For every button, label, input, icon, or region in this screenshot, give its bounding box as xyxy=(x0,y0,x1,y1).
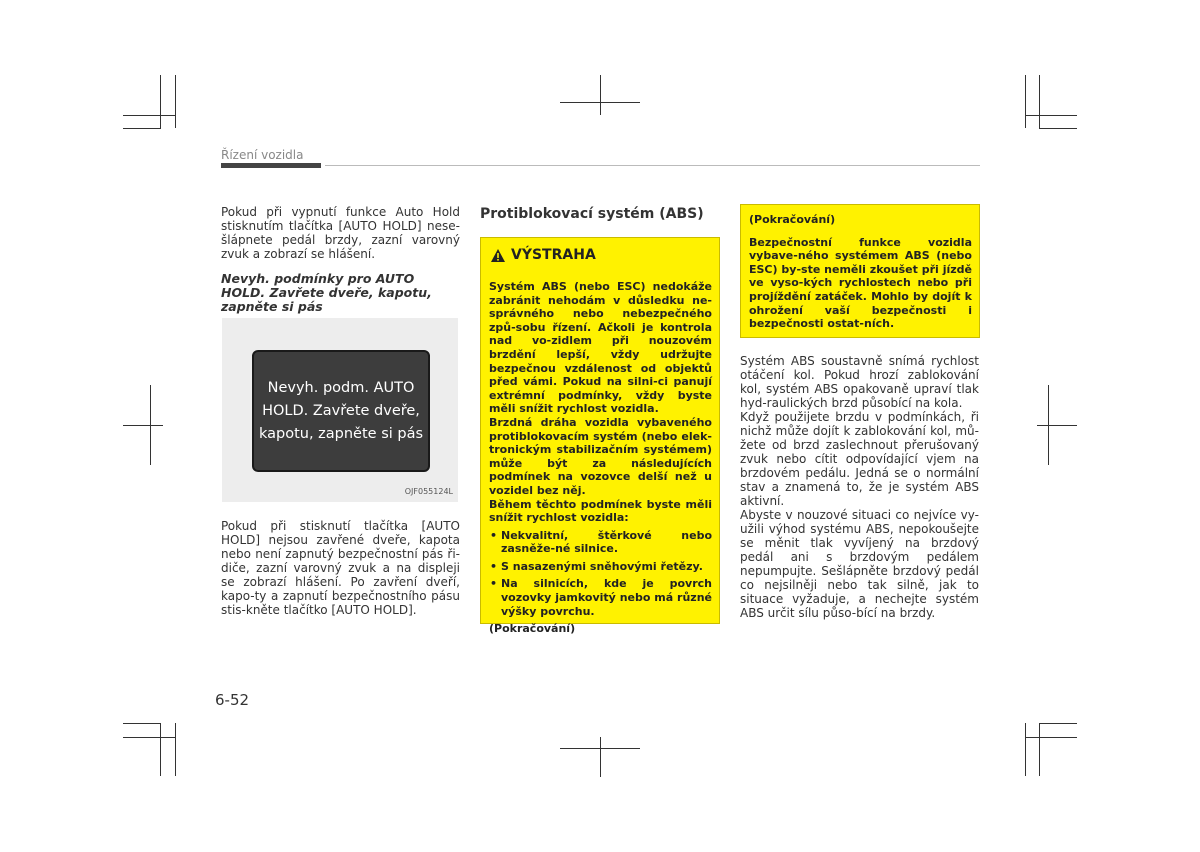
abs-heading: Protiblokovací systém (ABS) xyxy=(480,206,704,222)
right-paragraph-3: Abyste v nouzové situaci co nejvíce vy-užili výhod systému ABS, nepokoušejte se měnit tlak vyvíjený na brzdový pedál ani s brzdovým pedálem nepumpujte. Sešlápněte brzdový pedál co nejsilněji nebo tak silně, jak to situace vyžaduje, a nechejte systém ABS určit sílu půso-bící na brzdy. xyxy=(740,508,979,620)
header-bar xyxy=(221,163,321,168)
continued-warning-box xyxy=(740,204,980,338)
cluster-display xyxy=(252,350,430,472)
display-illustration xyxy=(222,318,458,502)
display-message: Nevyh. podm. AUTO HOLD. Zavřete dveře, kapotu, zapněte si pás xyxy=(258,379,424,442)
warning-title-text: VÝSTRAHA xyxy=(511,247,596,263)
warning-icon xyxy=(491,249,505,262)
right-text xyxy=(740,354,979,620)
warning-continued: (Pokračování) xyxy=(489,622,576,636)
warning-body xyxy=(489,280,712,636)
warning-paragraph-2: Brzdná dráha vozidla vybaveného protiblokovacím systém (nebo elek-tronickým stabilizačním systémem) může být za následujících podmínek na vozovce delší než u vozidel bez něj. xyxy=(489,415,712,497)
auto-hold-message-heading: Nevyh. podmínky pro AUTO HOLD. Zavřete dveře, kapotu, zapněte si pás xyxy=(221,271,432,314)
section-title: Řízení vozidla xyxy=(221,148,304,162)
right-paragraph-2: Když použijete brzdu v podmínkách, ři nichž může dojít k zablokování kol, mů-žete od brzd zaslechnout přerušovaný zvuk nebo cítit odpovídající vjem na brzdovém pedálu. Jedná se o normální stav a znamená to, že je systém ABS aktivní. xyxy=(740,410,979,508)
warning-paragraph-1: Systém ABS (nebo ESC) nedokáže zabránit nehodám v důsledku ne-správného nebo nebezpečného způ-sobu řízení. Ačkoli je kontrola nad vo-zidlem při nouzovém brzdění lepší, vždy udržujte bezpečnou vzdálenost od objektů před vámi. Pokud na silni-ci panují extrémní podmínky, vždy byste měli snížit rychlost vozidla. xyxy=(489,280,712,416)
right-paragraph-1: Systém ABS soustavně snímá rychlost otáčení kol. Pokud hrozí zablokování kol, systém ABS opakovaně upraví tlak hyd-raulických brzd působící na kola. xyxy=(740,354,979,410)
image-code: OJF055124L xyxy=(404,487,453,496)
warning-bullet: • Nekvalitní, štěrkové nebo zasněže-né silnice. xyxy=(501,529,712,556)
header-rule xyxy=(325,165,980,166)
continued-warning-text: Bezpečnostní funkce vozidla vybave-ného systémem ABS (nebo ESC) by-ste neměli zkoušet při jízdě ve vyso-kých rychlostech nebo při projíždění zatáček. Mohlo by dojít k ohrožení vaší bezpečnosti i bezpečnosti ostat-ních. xyxy=(749,235,972,331)
warning-bullet: • Na silnicích, kde je povrch vozovky jamkovitý nebo má různé výšky povrchu. xyxy=(501,577,712,618)
warning-title xyxy=(491,247,596,263)
continued-warning-body xyxy=(749,213,972,331)
warning-bullet-list xyxy=(489,529,712,619)
warning-bullet: • S nasazenými sněhovými řetězy. xyxy=(501,560,712,574)
warning-paragraph-3: Během těchto podmínek byste měli snížit rychlost vozidla: xyxy=(489,497,712,525)
continued-label: (Pokračování) xyxy=(749,213,836,226)
page-number: 6-52 xyxy=(215,691,250,709)
left-paragraph-2: Pokud při stisknutí tlačítka [AUTO HOLD] nejsou zavřené dveře, kapota nebo není zapnutý bezpečnostní pás ři-diče, zazní varovný zvuk a na displeji se zobrazí hlášení. Po zavření dveří, kapo-ty a zapnutí bezpečnostního pásu stis-kněte tlačítko [AUTO HOLD]. xyxy=(221,519,460,617)
warning-box xyxy=(480,237,720,636)
left-paragraph-1: Pokud při vypnutí funkce Auto Hold stisknutím tlačítka [AUTO HOLD] nese-šlápnete pedál brzdy, zazní varovný zvuk a zobrazí se hlášení. xyxy=(221,205,460,261)
